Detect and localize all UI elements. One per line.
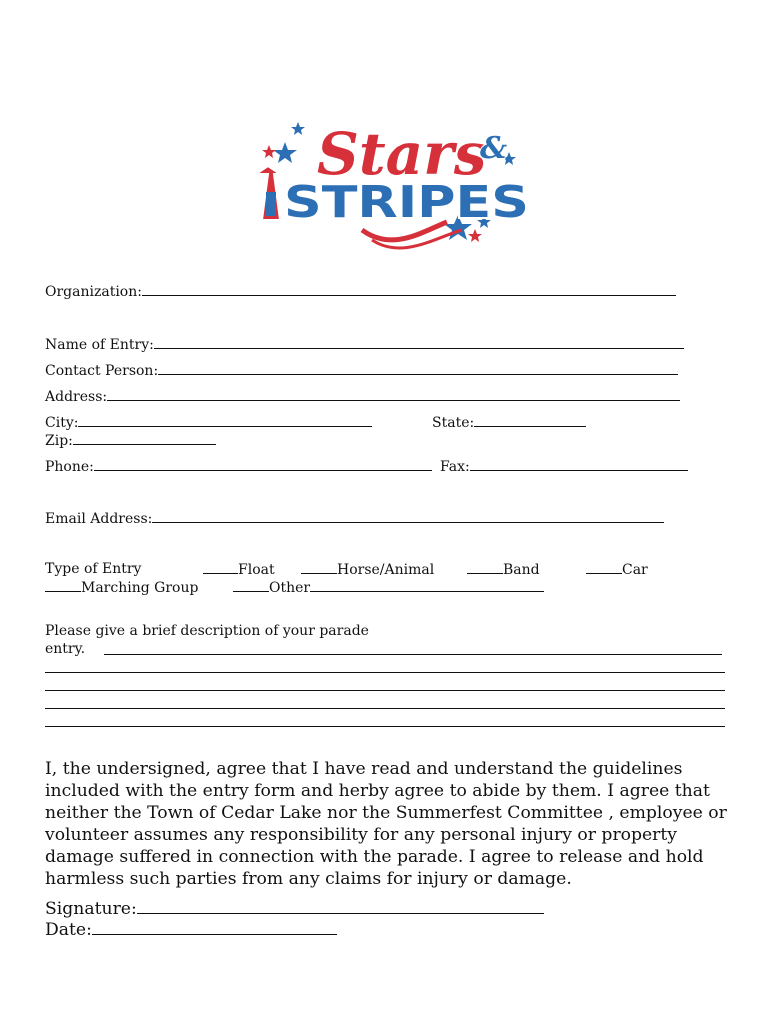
description-line-3[interactable] (45, 677, 725, 691)
float-blank[interactable] (203, 560, 238, 574)
float-label: Float (238, 562, 275, 578)
state-field[interactable] (432, 413, 586, 432)
option-float[interactable] (203, 560, 275, 579)
logo-word-stripes: STRIPES (284, 177, 529, 228)
other-label: Other (269, 580, 311, 596)
star-icon (291, 122, 305, 135)
fax-label: Fax: (440, 459, 470, 475)
name-of-entry-field[interactable] (45, 335, 684, 354)
description-line-5[interactable] (45, 713, 725, 727)
email-field[interactable] (45, 509, 664, 528)
band-blank[interactable] (467, 560, 503, 574)
other-specify-line[interactable] (310, 578, 544, 592)
car-blank[interactable] (586, 560, 622, 574)
star-icon (262, 145, 276, 158)
option-other[interactable] (233, 578, 544, 597)
band-label: Band (503, 562, 540, 578)
address-line[interactable] (107, 387, 680, 401)
option-horse-animal[interactable] (301, 560, 434, 579)
option-band[interactable] (467, 560, 540, 579)
email-label: Email Address: (45, 511, 153, 527)
logo-ampersand: & (480, 131, 508, 166)
agreement-text: I, the undersigned, agree that I have read and understand the guidelines included with the entry form and herby agree to abide by them. I agree that neither the Town of Cedar Lake nor the Summerfest Committee , employee or volunteer assumes any responsibility for any personal injury or property damage suffered in connection with the parade. I agree to release and hold harmless such parties from any claims for injury or damage. (45, 759, 727, 889)
horse-animal-label: Horse/Animal (337, 562, 435, 578)
state-line[interactable] (474, 413, 586, 427)
zip-line[interactable] (73, 431, 216, 445)
description-field[interactable] (45, 640, 85, 658)
zip-label: Zip: (45, 433, 73, 449)
phone-field[interactable] (45, 457, 432, 476)
signature-line[interactable] (137, 897, 544, 914)
name-of-entry-label: Name of Entry: (45, 337, 154, 353)
state-label: State: (432, 415, 475, 431)
name-of-entry-line[interactable] (154, 335, 684, 349)
fax-line[interactable] (470, 457, 688, 471)
fax-field[interactable] (440, 457, 688, 476)
email-line[interactable] (152, 509, 664, 523)
logo-word-stars: Stars (317, 120, 487, 188)
city-line[interactable] (78, 413, 372, 427)
address-label: Address: (45, 389, 108, 405)
zip-field[interactable] (45, 431, 216, 450)
description-prompt-end: entry. (45, 641, 86, 657)
star-icon (468, 229, 482, 242)
option-marching-group[interactable] (45, 578, 198, 597)
city-label: City: (45, 415, 79, 431)
car-label: Car (622, 562, 648, 578)
date-label: Date: (45, 920, 92, 940)
address-field[interactable] (45, 387, 680, 406)
organization-field[interactable] (45, 282, 676, 301)
description-line-4[interactable] (45, 695, 725, 709)
other-blank[interactable] (233, 578, 269, 592)
phone-label: Phone: (45, 459, 94, 475)
type-of-entry-label: Type of Entry (45, 561, 142, 577)
signature-label: Signature: (45, 899, 137, 919)
date-field[interactable] (45, 918, 337, 941)
organization-label: Organization: (45, 284, 142, 300)
stars-stripes-logo (222, 112, 552, 262)
option-car[interactable] (586, 560, 648, 579)
signature-field[interactable] (45, 897, 544, 920)
city-field[interactable] (45, 413, 372, 432)
description-prompt: Please give a brief description of your parade (45, 623, 369, 639)
date-line[interactable] (92, 918, 337, 935)
contact-person-label: Contact Person: (45, 363, 159, 379)
contact-person-field[interactable] (45, 361, 678, 380)
marching-group-blank[interactable] (45, 578, 81, 592)
contact-person-line[interactable] (158, 361, 678, 375)
description-line-1[interactable] (104, 641, 722, 655)
organization-line[interactable] (142, 282, 676, 296)
horse-animal-blank[interactable] (301, 560, 337, 574)
description-line-2[interactable] (45, 659, 725, 673)
marching-group-label: Marching Group (81, 580, 199, 596)
star-icon (273, 142, 297, 163)
phone-line[interactable] (94, 457, 432, 471)
logo-graphic (222, 112, 552, 262)
